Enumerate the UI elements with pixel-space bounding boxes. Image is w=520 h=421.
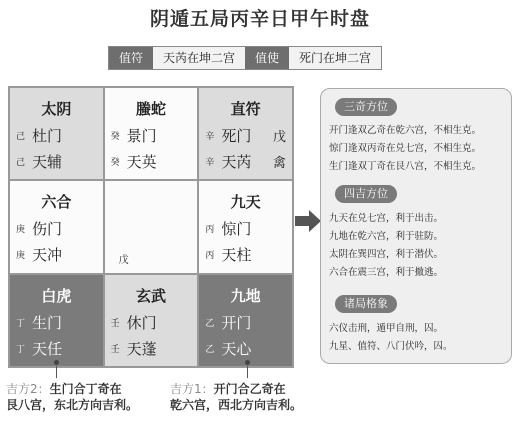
note-right-line1: 开门合乙奇在 (213, 382, 286, 396)
palace-star: 天蓬 (126, 339, 157, 358)
siji-line: 九地在乾六宫，利于驻防。 (329, 231, 444, 242)
sanqi-line: 开门逢双乙奇在乾六宫，不相生克。 (329, 125, 482, 136)
palace-door: 休门 (126, 313, 157, 332)
siji-title: 四吉方位 (335, 185, 397, 203)
chart-title: 阴遁五局丙辛日甲午时盘 (149, 8, 370, 30)
pointer-dot-right (245, 360, 250, 365)
pointer-dot-left (54, 360, 59, 365)
palace-deity: 直符 (230, 100, 261, 118)
sanqi-title: 三奇方位 (335, 98, 397, 116)
palace-stem: 癸 (110, 132, 120, 142)
pointer-line-left (56, 366, 57, 378)
sanqi-line: 生门逢双丁奇在艮八宫，不相生克。 (329, 161, 482, 172)
siji-line: 太阴在巽四宫，利于潜伏。 (329, 249, 444, 260)
info-bar (108, 46, 382, 70)
center-stem: 戊 (118, 255, 129, 267)
palace-star: 天任 (32, 339, 63, 358)
palace-star: 天辅 (32, 153, 63, 171)
geju-line: 六仪击刑，遁甲自刑，囚。 (329, 323, 444, 334)
palace-door: 惊门 (221, 220, 252, 239)
palace-door: 景门 (126, 127, 157, 145)
palace-stem: 己 (16, 132, 26, 142)
palace-deity: 螣蛇 (135, 100, 166, 118)
note-left-lead: 吉方2： (6, 382, 50, 396)
palace-qian-6 (199, 275, 292, 366)
geju-line: 九星、值符、八门伏吟，囚。 (329, 341, 453, 352)
palace-deity: 九地 (230, 286, 261, 305)
palace-star: 天英 (126, 153, 157, 171)
sanqi-line: 惊门逢双丙奇在兑七宫，不相生克。 (329, 143, 482, 154)
palace-star: 天心 (221, 339, 252, 358)
note-lucky-direction-2 (6, 381, 186, 413)
palace-deity: 白虎 (41, 286, 72, 305)
palace-grid (8, 86, 294, 368)
palace-stem: 己 (16, 158, 26, 168)
zhifu-label: 值符 (109, 47, 153, 69)
palace-gen-8 (10, 275, 103, 366)
palace-li-9 (105, 88, 198, 179)
note-right-line2: 乾六宫，西北方向吉利。 (170, 398, 303, 412)
palace-star: 天冲 (32, 246, 63, 265)
palace-stem: 丁 (16, 344, 26, 355)
palace-stem: 壬 (110, 344, 120, 355)
palace-extra: 戊 (272, 130, 286, 145)
palace-door: 死门 (221, 127, 252, 145)
palace-stem: 丙 (205, 225, 215, 236)
palace-extra: 禽 (272, 156, 286, 171)
note-right-lead: 吉方1： (170, 382, 214, 396)
palace-door: 开门 (221, 313, 252, 332)
palace-door: 伤门 (32, 220, 63, 239)
zhifu-value: 天芮在坤二宫 (153, 47, 245, 69)
palace-stem: 辛 (205, 158, 215, 168)
analysis-panel (320, 88, 512, 364)
zhishi-value: 死门在坤二宫 (289, 47, 381, 69)
note-lucky-direction-1 (170, 381, 350, 413)
arrow-right-icon (295, 210, 321, 232)
palace-stem: 辛 (205, 132, 215, 142)
palace-stem: 庚 (16, 225, 26, 236)
palace-stem: 丁 (16, 318, 26, 329)
palace-stem: 癸 (110, 158, 120, 168)
note-left-line1: 生门合丁奇在 (49, 382, 122, 396)
palace-door: 杜门 (32, 127, 63, 145)
palace-stem: 乙 (205, 318, 215, 329)
palace-stem: 丙 (205, 251, 215, 262)
note-left-line2: 艮八宫，东北方向吉利。 (6, 398, 139, 412)
geju-title: 诸局格象 (335, 295, 397, 313)
palace-zhen-3 (10, 181, 103, 272)
palace-stem: 壬 (110, 318, 120, 329)
palace-stem: 乙 (205, 344, 215, 355)
palace-deity: 九天 (230, 193, 261, 212)
siji-line: 九天在兑七宫，利于出击。 (329, 213, 444, 224)
palace-door: 生门 (32, 313, 63, 332)
palace-deity: 六合 (41, 193, 72, 212)
palace-stem: 庚 (16, 251, 26, 262)
palace-star: 天柱 (221, 246, 252, 265)
siji-line: 六合在震三宫，利于撤逃。 (329, 267, 444, 278)
palace-deity: 太阴 (41, 100, 72, 118)
palace-kan-1 (105, 275, 198, 366)
palace-xun-4 (10, 88, 103, 179)
pointer-line-right (247, 366, 248, 378)
palace-dui-7 (199, 181, 292, 272)
palace-kun-2 (199, 88, 292, 179)
zhishi-label: 值使 (245, 47, 289, 69)
palace-deity: 玄武 (135, 286, 166, 305)
palace-star: 天芮 (221, 153, 252, 171)
palace-center-5 (105, 181, 198, 272)
